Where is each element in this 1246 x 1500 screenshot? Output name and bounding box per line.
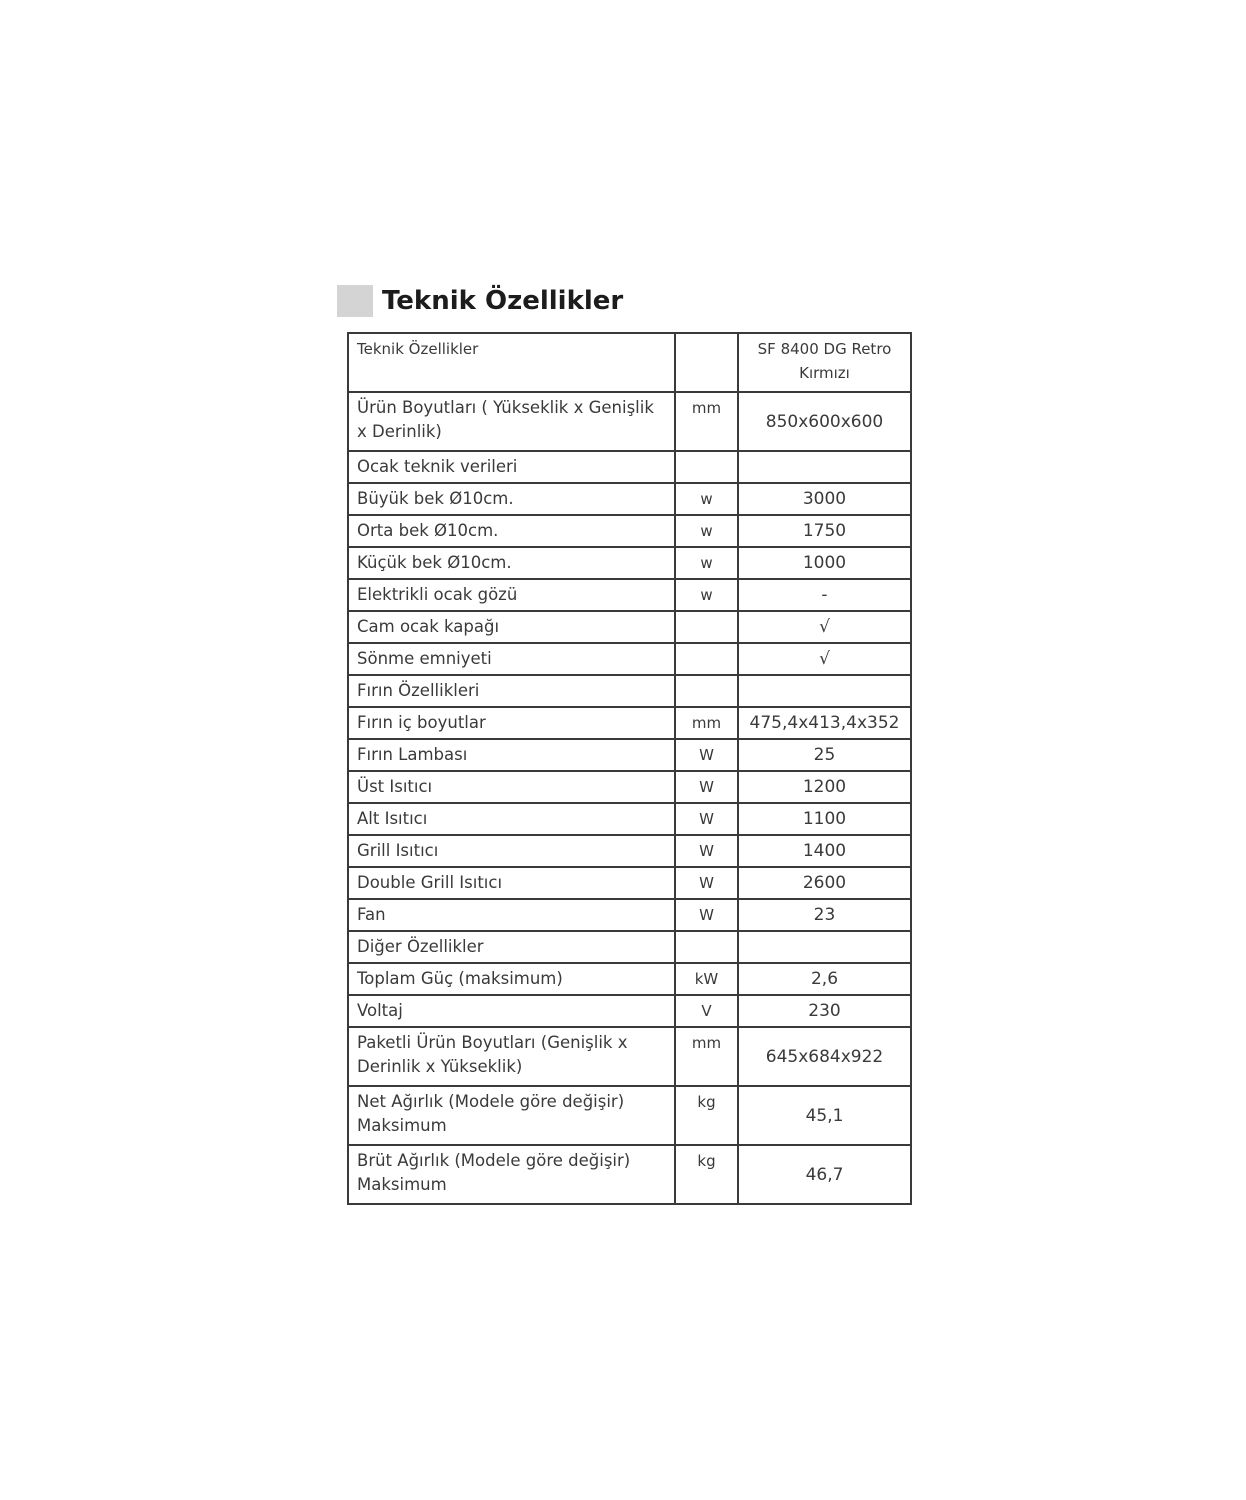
row-label: Double Grill Isıtıcı [348, 867, 675, 899]
table-row [348, 1145, 911, 1204]
row-label: Fırın Lambası [348, 739, 675, 771]
row-label: Diğer Özellikler [348, 931, 675, 963]
row-value: 475,4x413,4x352 [738, 707, 911, 739]
row-label: Fırın iç boyutlar [348, 707, 675, 739]
table-row [348, 739, 911, 771]
row-unit: W [675, 771, 738, 803]
row-label: Büyük bek Ø10cm. [348, 483, 675, 515]
row-label: Grill Isıtıcı [348, 835, 675, 867]
table-row [348, 835, 911, 867]
row-label: Ürün Boyutları ( Yükseklik x Genişlik x Derinlik) [348, 392, 675, 451]
row-unit [675, 611, 738, 643]
row-value: √ [738, 611, 911, 643]
row-unit [675, 931, 738, 963]
row-value [738, 931, 911, 963]
header-unit [675, 333, 738, 392]
table-row [348, 611, 911, 643]
row-unit [675, 675, 738, 707]
row-value: 2,6 [738, 963, 911, 995]
row-label: Voltaj [348, 995, 675, 1027]
table-row [348, 579, 911, 611]
row-value: 230 [738, 995, 911, 1027]
row-label: Brüt Ağırlık (Modele göre değişir) Maksimum [348, 1145, 675, 1204]
row-label: Elektrikli ocak gözü [348, 579, 675, 611]
row-value: 3000 [738, 483, 911, 515]
row-unit: W [675, 803, 738, 835]
table-row [348, 707, 911, 739]
row-unit: kW [675, 963, 738, 995]
row-unit: w [675, 547, 738, 579]
row-value: 2600 [738, 867, 911, 899]
row-unit [675, 643, 738, 675]
table-row [348, 643, 911, 675]
table-row [348, 547, 911, 579]
row-label: Alt Isıtıcı [348, 803, 675, 835]
row-value: 23 [738, 899, 911, 931]
row-value: 1000 [738, 547, 911, 579]
row-value: 45,1 [738, 1086, 911, 1145]
table-row [348, 899, 911, 931]
row-unit: V [675, 995, 738, 1027]
row-label: Fan [348, 899, 675, 931]
row-unit: mm [675, 392, 738, 451]
table-row [348, 392, 911, 451]
table-row [348, 771, 911, 803]
row-value: √ [738, 643, 911, 675]
row-value [738, 451, 911, 483]
row-label: Ocak teknik verileri [348, 451, 675, 483]
table-row [348, 515, 911, 547]
row-value: 46,7 [738, 1145, 911, 1204]
row-label: Paketli Ürün Boyutları (Genişlik x Derinlik x Yükseklik) [348, 1027, 675, 1086]
table-row [348, 1086, 911, 1145]
row-value: 25 [738, 739, 911, 771]
row-unit: W [675, 739, 738, 771]
table-row [348, 675, 911, 707]
table-row [348, 995, 911, 1027]
section-header [337, 283, 623, 319]
row-unit: mm [675, 707, 738, 739]
title-marker [337, 285, 373, 317]
row-value [738, 675, 911, 707]
row-value: 1750 [738, 515, 911, 547]
row-label: Toplam Güç (maksimum) [348, 963, 675, 995]
row-unit: mm [675, 1027, 738, 1086]
row-label: Sönme emniyeti [348, 643, 675, 675]
row-label: Üst Isıtıcı [348, 771, 675, 803]
spec-table [347, 332, 912, 1205]
row-unit: W [675, 899, 738, 931]
header-model: SF 8400 DG Retro Kırmızı [738, 333, 911, 392]
row-label: Fırın Özellikleri [348, 675, 675, 707]
row-value: 645x684x922 [738, 1027, 911, 1086]
table-row [348, 1027, 911, 1086]
row-value: 1400 [738, 835, 911, 867]
row-label: Net Ağırlık (Modele göre değişir) Maksimum [348, 1086, 675, 1145]
header-label: Teknik Özellikler [348, 333, 675, 392]
row-label: Orta bek Ø10cm. [348, 515, 675, 547]
row-unit: W [675, 867, 738, 899]
table-row [348, 867, 911, 899]
row-unit: w [675, 515, 738, 547]
table-row [348, 451, 911, 483]
row-label: Cam ocak kapağı [348, 611, 675, 643]
table-row [348, 931, 911, 963]
table-row [348, 963, 911, 995]
row-unit: kg [675, 1145, 738, 1204]
row-label: Küçük bek Ø10cm. [348, 547, 675, 579]
table-header-row [348, 333, 911, 392]
row-value: 1100 [738, 803, 911, 835]
row-value: 850x600x600 [738, 392, 911, 451]
table-row [348, 803, 911, 835]
row-unit: w [675, 483, 738, 515]
row-value: 1200 [738, 771, 911, 803]
row-value: - [738, 579, 911, 611]
row-unit: w [675, 579, 738, 611]
table-row [348, 483, 911, 515]
row-unit: W [675, 835, 738, 867]
row-unit: kg [675, 1086, 738, 1145]
section-title: Teknik Özellikler [382, 286, 624, 316]
row-unit [675, 451, 738, 483]
